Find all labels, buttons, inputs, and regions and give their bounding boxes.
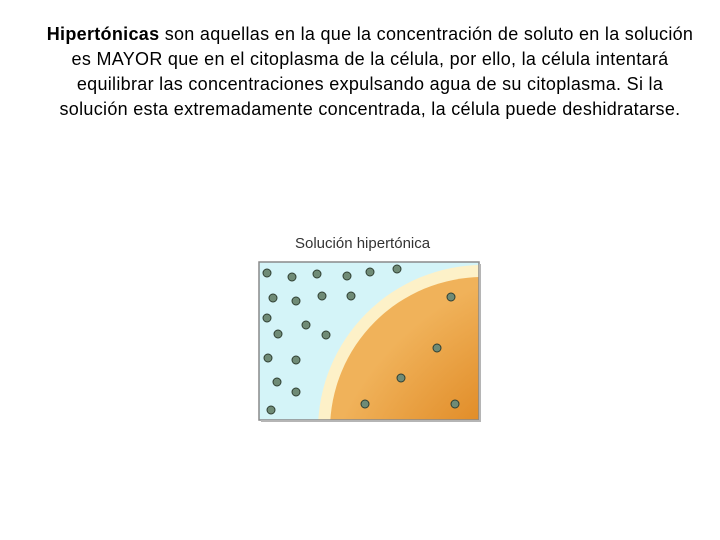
solute-particle (267, 406, 275, 414)
solute-particle (322, 331, 330, 339)
description-paragraph (40, 22, 700, 122)
solute-particle (397, 374, 405, 382)
solute-particle (273, 378, 281, 386)
description-text: son aquellas en la que la concentración de soluto en la solución es MAYOR que en el citoplasma de la célula, por ello, la célula intentará equilibrar las concentraciones expulsando agua de su citoplasma. Si la solución esta extremadamente concentrada, la célula puede deshidratarse. (59, 24, 694, 119)
solute-particle (263, 314, 271, 322)
solute-particle (313, 270, 321, 278)
solute-particle (393, 265, 401, 273)
solute-particle (302, 321, 310, 329)
solute-particle (451, 400, 459, 408)
solute-particle (263, 269, 271, 277)
solute-particle (292, 356, 300, 364)
solute-particle (269, 294, 277, 302)
solute-particle (361, 400, 369, 408)
solute-particle (366, 268, 374, 276)
solute-particle (433, 344, 441, 352)
solute-particle (288, 273, 296, 281)
solute-particle (447, 293, 455, 301)
diagram-title: Solución hipertónica (295, 235, 431, 252)
solute-particle (264, 354, 272, 362)
solute-particle (343, 272, 351, 280)
solute-particle (318, 292, 326, 300)
hypertonic-term: Hipertónicas (46, 24, 160, 44)
solute-particle (274, 330, 282, 338)
hypertonic-diagram (255, 232, 481, 422)
solute-particle (292, 297, 300, 305)
solute-particle (292, 388, 300, 396)
solute-particle (347, 292, 355, 300)
cell-illustration (255, 260, 481, 422)
